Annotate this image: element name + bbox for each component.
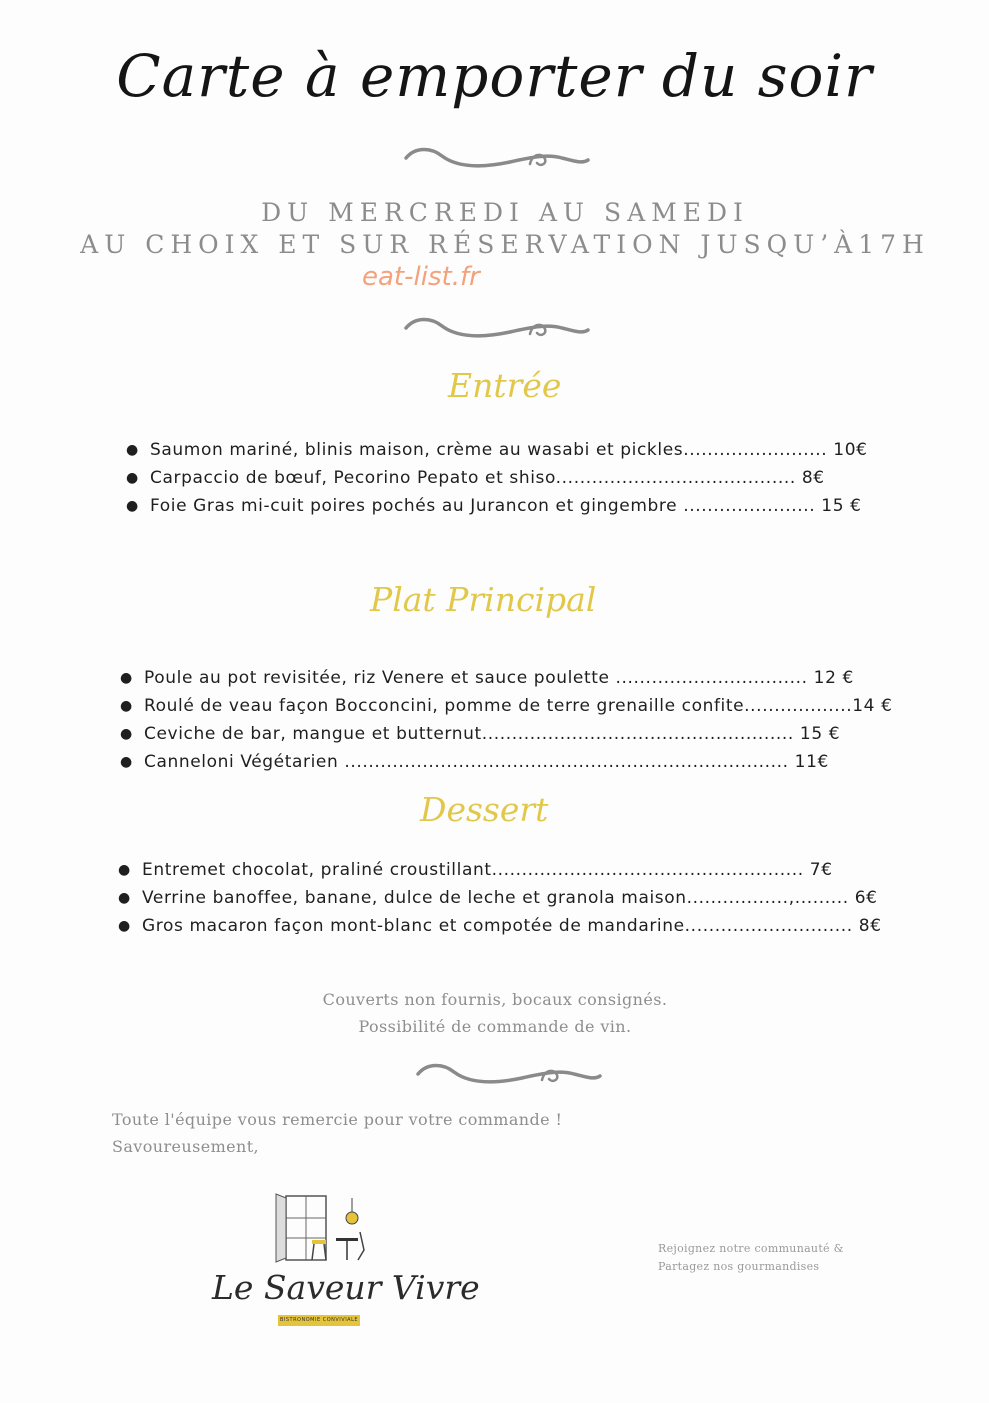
section-title-entree: Entrée [448,366,562,405]
list-item [120,692,893,720]
swirl-divider-middle [402,312,590,348]
thanks-message: Toute l'équipe vous remercie pour votre commande ! [112,1110,563,1129]
bullet-icon: ● [126,470,139,486]
subtitle-reservation: AU CHOIX ET SUR RÉSERVATION JUSQU’À17H [80,230,930,259]
item-text: Foie Gras mi-cuit poires pochés au Jurancon et gingembre ...................... 15 € [150,496,862,516]
bullet-icon: ● [120,698,133,714]
dessert-list [118,856,882,940]
plat-list [120,664,893,776]
entree-list [126,436,868,520]
item-text: Ceviche de bar, mangue et butternut.................................................... 15 € [144,724,841,744]
section-title-dessert: Dessert [420,790,549,829]
list-item [118,856,882,884]
item-text: Saumon mariné, blinis maison, crème au wasabi et pickles........................ 10€ [150,440,868,460]
item-text: Entremet chocolat, praliné croustillant.................................................... 7€ [142,860,833,880]
bullet-icon: ● [118,918,131,934]
bullet-icon: ● [126,442,139,458]
list-item [118,884,882,912]
list-item [118,912,882,940]
bullet-icon: ● [118,862,131,878]
bullet-icon: ● [120,726,133,742]
bullet-icon: ● [126,498,139,514]
bullet-icon: ● [120,754,133,770]
item-text: Carpaccio de bœuf, Pecorino Pepato et shiso........................................ 8€ [150,468,825,488]
social-line-1: Rejoignez notre communauté & [658,1242,844,1255]
swirl-divider-top [402,142,590,178]
item-text: Gros macaron façon mont-blanc et compotée de mandarine............................ 8€ [142,916,882,936]
bullet-icon: ● [120,670,133,686]
menu-title: Carte à emporter du soir [116,42,873,110]
note-wine: Possibilité de commande de vin. [358,1017,632,1036]
bullet-icon: ● [118,890,131,906]
thanks-signoff: Savoureusement, [112,1137,260,1156]
list-item [120,748,893,776]
list-item [120,720,893,748]
item-text: Verrine banoffee, banane, dulce de leche et granola maison.................,......... 6€ [142,888,878,908]
item-text: Roulé de veau façon Bocconcini, pomme de terre grenaille confite..................14 € [144,696,893,716]
logo-name: Le Saveur Vivre [212,1268,480,1307]
watermark: eat-list.fr [362,262,480,292]
list-item [126,492,868,520]
swirl-divider-bottom [414,1058,602,1094]
item-text: Canneloni Végétarien .......................................................................... 11€ [144,752,829,772]
logo-tagline: BISTRONOMIE CONVIVIALE [278,1315,360,1326]
social-line-2: Partagez nos gourmandises [658,1260,820,1273]
list-item [120,664,893,692]
list-item [126,436,868,464]
item-text: Poule au pot revisitée, riz Venere et sauce poulette ................................ 12 € [144,668,854,688]
section-title-plat: Plat Principal [370,580,597,619]
subtitle-days: DU MERCREDI AU SAMEDI [261,198,749,227]
note-cutlery: Couverts non fournis, bocaux consignés. [322,990,668,1009]
list-item [126,464,868,492]
cafe-terrace-illustration-icon [272,1188,372,1268]
